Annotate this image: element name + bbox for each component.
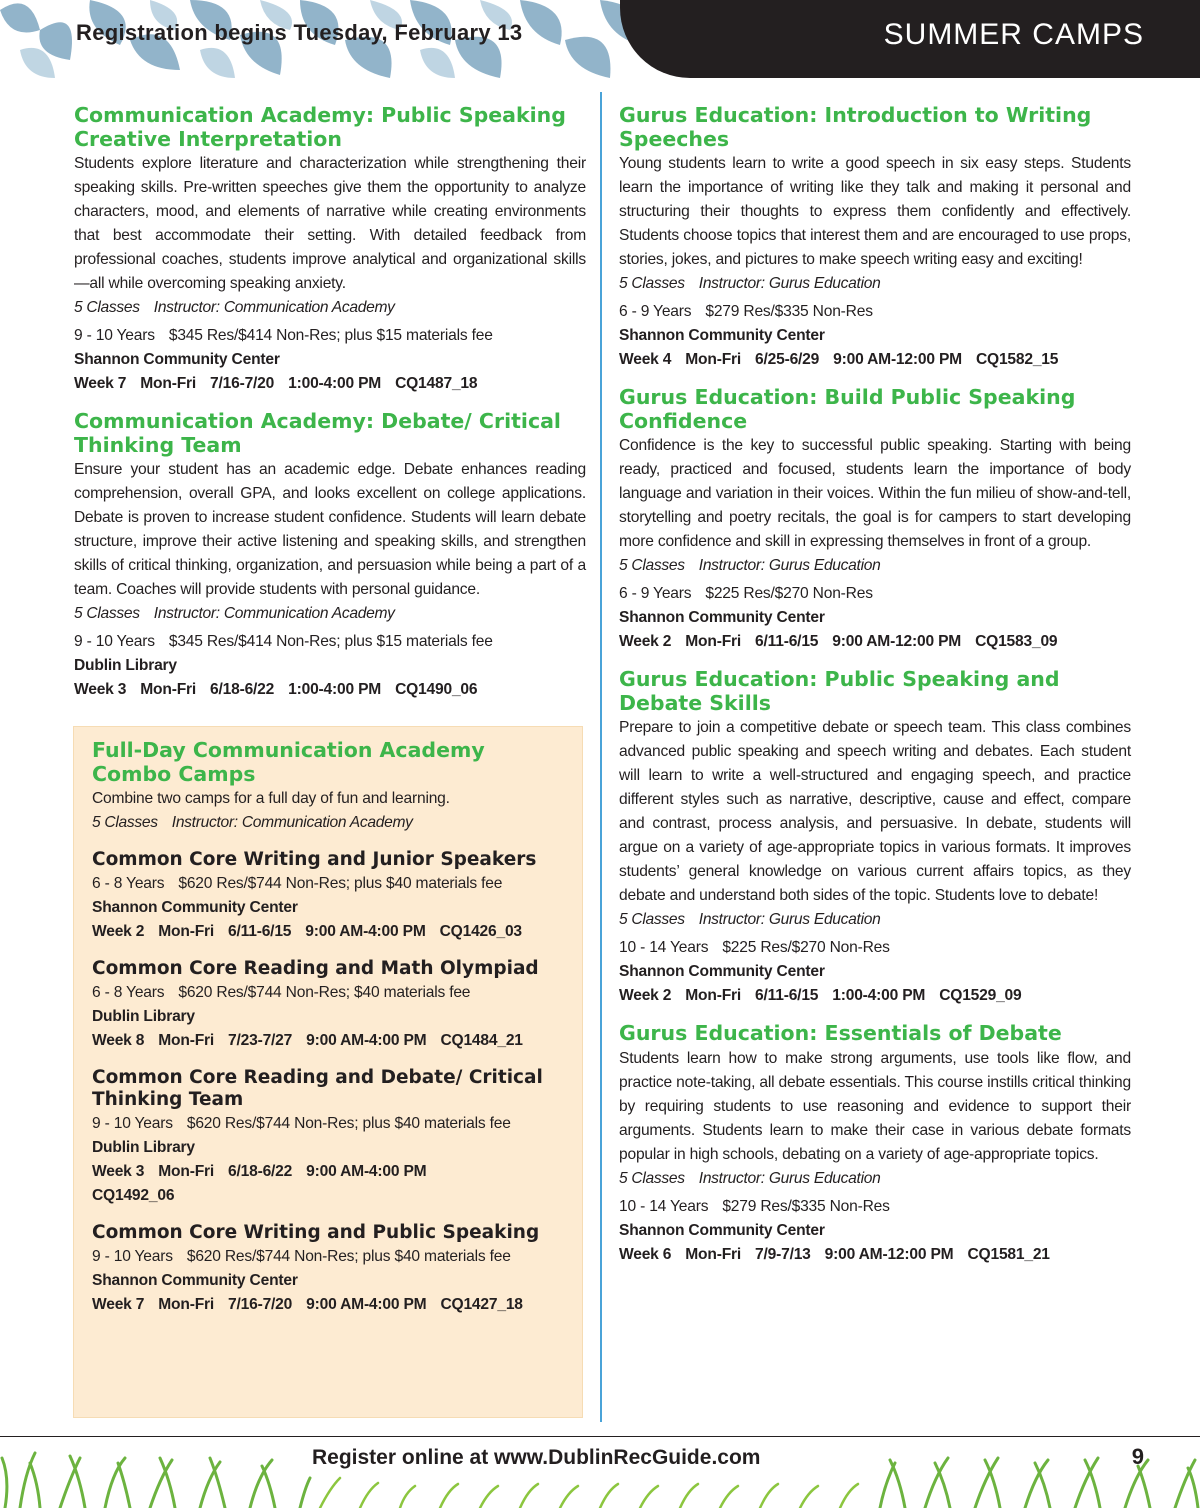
course-meta: [619, 272, 1131, 296]
course-listing: [619, 386, 1131, 654]
class-count: 5 Classes: [619, 275, 685, 292]
course-schedule: [619, 630, 1131, 654]
course-ages-price: [619, 300, 1131, 324]
course-description: Prepare to join a competitive debate or speech team. This class combines advanced public speaking and speech writing and debates. Each student will learn to write a well-structured and engaging speech, and practice different styles such as narrative, descriptive, cause and effect, compare and contrast, process analysis, and persuasive. In debate, students will argue on a variety of age-appropriate topics in various formats. It improves students’ general knowledge on various current affairs topics, as they debate and understand both sides of the topic. Students love to debate!: [619, 719, 1131, 904]
dates: 6/18-6/22: [228, 1163, 293, 1180]
combo-item-location: Dublin Library: [92, 1139, 195, 1156]
course-title: Gurus Education: Public Speaking and Debate Skills: [619, 667, 1060, 715]
course-code: CQ1487_18: [395, 375, 478, 392]
combo-item-location: Shannon Community Center: [92, 899, 298, 916]
course-ages-price: [74, 324, 586, 348]
instructor: Instructor: Communication Academy: [171, 814, 413, 831]
page-number: 9: [1131, 1444, 1144, 1469]
course-location: Shannon Community Center: [619, 963, 825, 980]
right-column: [619, 104, 1131, 1281]
course-schedule: [619, 348, 1131, 372]
price: $345 Res/$414 Non-Res; plus $15 materials fee: [168, 327, 493, 344]
footer-rule: [0, 1436, 1200, 1437]
time: 9:00 AM-12:00 PM: [833, 351, 962, 368]
combo-item-title: Common Core Reading and Debate/ Critical Thinking Team: [92, 1067, 543, 1110]
combo-title: Full-Day Communication Academy Combo Camps: [92, 738, 485, 786]
dates: 6/18-6/22: [210, 681, 275, 698]
time: 9:00 AM-4:00 PM: [306, 1163, 427, 1180]
dates: 7/16-7/20: [210, 375, 275, 392]
days: Mon-Fri: [158, 923, 215, 940]
course-meta: [619, 908, 1131, 932]
time: 1:00-4:00 PM: [288, 681, 382, 698]
course-schedule: [619, 1243, 1131, 1267]
left-column: [74, 104, 586, 716]
dates: 7/16-7/20: [228, 1296, 293, 1313]
week: Week 2: [619, 987, 672, 1004]
course-description: Students explore literature and characterization while strengthening their speaking skills. Pre-written speeches give them the opportunity to analyze characters, mood, and elements of narrative while creating environments that best accommodate their setting. With detailed feedback from professional coaches, students improve analytical and organizational skills—all while overcoming speaking anxiety.: [74, 155, 586, 292]
course-location: Shannon Community Center: [619, 327, 825, 344]
time: 1:00-4:00 PM: [288, 375, 382, 392]
course-schedule: [74, 372, 586, 396]
week: Week 2: [619, 633, 672, 650]
course-meta: [619, 1167, 1131, 1191]
instructor: Instructor: Gurus Education: [698, 557, 881, 574]
week: Week 3: [92, 1163, 145, 1180]
combo-item: [92, 1222, 564, 1317]
page-footer: [0, 1428, 1200, 1508]
instructor: Instructor: Gurus Education: [698, 1169, 881, 1187]
course-ages-price: [74, 630, 586, 654]
combo-item: [92, 1067, 564, 1208]
course-schedule: [74, 678, 586, 702]
combo-item-ages-price: [92, 981, 564, 1005]
age-range: 9 - 10 Years: [92, 1248, 173, 1265]
instructor: Instructor: Gurus Education: [698, 911, 881, 928]
price: $225 Res/$270 Non-Res: [722, 939, 890, 956]
time: 9:00 AM-12:00 PM: [824, 1245, 954, 1263]
course-title: Gurus Education: Introduction to Writing Speeches: [619, 103, 1092, 151]
dates: 6/11-6/15: [228, 923, 292, 940]
days: Mon-Fri: [685, 351, 742, 368]
combo-item-code: CQ1492_06: [92, 1187, 175, 1204]
price: $279 Res/$335 Non-Res: [722, 1197, 890, 1215]
course-location: Shannon Community Center: [74, 351, 280, 368]
dates: 7/9-7/13: [755, 1245, 811, 1263]
course-title: Communication Academy: Debate/ Critical Thinking Team: [74, 409, 561, 457]
week: Week 8: [92, 1032, 145, 1049]
time: 9:00 AM-4:00 PM: [306, 1296, 427, 1313]
course-location: Dublin Library: [74, 657, 177, 674]
price: $345 Res/$414 Non-Res; plus $15 materials fee: [168, 633, 493, 650]
combo-item-title: Common Core Writing and Public Speaking: [92, 1222, 540, 1243]
week: Week 6: [619, 1245, 672, 1263]
time: 9:00 AM-12:00 PM: [832, 633, 962, 650]
price: $225 Res/$270 Non-Res: [705, 585, 873, 602]
register-online-text: Register online at www.DublinRecGuide.com: [312, 1446, 761, 1469]
course-ages-price: [619, 1195, 1131, 1219]
instructor: Instructor: Communication Academy: [153, 299, 395, 316]
course-meta: [74, 602, 586, 626]
course-code: CQ1582_15: [975, 351, 1059, 368]
dates: 7/23-7/27: [228, 1032, 293, 1049]
dates: 6/11-6/15: [755, 633, 819, 650]
combo-item-schedule: [92, 920, 564, 944]
week: Week 4: [619, 351, 672, 368]
age-range: 10 - 14 Years: [619, 939, 709, 956]
week: Week 7: [92, 1296, 145, 1313]
age-range: 9 - 10 Years: [92, 1115, 173, 1132]
age-range: 6 - 8 Years: [92, 984, 165, 1001]
age-range: 6 - 8 Years: [92, 875, 165, 892]
combo-item: [92, 958, 564, 1053]
days: Mon-Fri: [158, 1163, 215, 1180]
combo-description: Combine two camps for a full day of fun and learning.: [92, 790, 450, 807]
week: Week 7: [74, 375, 127, 392]
course-code: CQ1583_09: [975, 633, 1058, 650]
instructor: Instructor: Communication Academy: [153, 605, 395, 622]
age-range: 9 - 10 Years: [74, 633, 155, 650]
class-count: 5 Classes: [619, 557, 685, 574]
time: 9:00 AM-4:00 PM: [305, 923, 426, 940]
course-title: Gurus Education: Essentials of Debate: [619, 1021, 1062, 1045]
course-listing: [74, 104, 586, 396]
price: $620 Res/$744 Non-Res; plus $40 materials fee: [186, 1115, 511, 1132]
age-range: 6 - 9 Years: [619, 303, 692, 320]
class-count: 5 Classes: [92, 814, 158, 831]
time: 9:00 AM-4:00 PM: [306, 1032, 427, 1049]
page-header: [0, 0, 1200, 78]
combo-meta: [92, 811, 564, 835]
combo-item-ages-price: [92, 1245, 564, 1269]
days: Mon-Fri: [158, 1032, 215, 1049]
course-title: Communication Academy: Public Speaking Creative Interpretation: [74, 103, 566, 151]
combo-camps-box: [73, 726, 583, 1418]
course-ages-price: [619, 936, 1131, 960]
combo-item-location: Dublin Library: [92, 1008, 195, 1025]
course-listing: [619, 1022, 1131, 1267]
age-range: 10 - 14 Years: [619, 1197, 709, 1215]
course-listing: [619, 668, 1131, 1008]
time: 1:00-4:00 PM: [832, 987, 926, 1004]
days: Mon-Fri: [140, 681, 197, 698]
course-code: CQ1427_18: [440, 1296, 523, 1313]
days: Mon-Fri: [685, 633, 742, 650]
class-count: 5 Classes: [619, 1169, 685, 1187]
combo-item-ages-price: [92, 1112, 564, 1136]
combo-item-schedule: [92, 1293, 564, 1317]
price: $620 Res/$744 Non-Res; plus $40 materials fee: [178, 875, 503, 892]
combo-item-schedule: [92, 1029, 564, 1053]
section-title: SUMMER CAMPS: [883, 18, 1144, 51]
combo-item-location: Shannon Community Center: [92, 1272, 298, 1289]
combo-item-title: Common Core Writing and Junior Speakers: [92, 849, 537, 870]
combo-item-ages-price: [92, 872, 564, 896]
combo-item-schedule: [92, 1160, 564, 1184]
course-description: Students learn how to make strong arguments, use tools like flow, and practice note-taking, all debate essentials. This course instills critical thinking by requiring students to use reasoning and evidence to support their arguments. Students learn to make their case in various debate formats popular in high schools, debating on a variety of age-appropriate topics.: [619, 1049, 1131, 1163]
price: $620 Res/$744 Non-Res; $40 materials fee: [178, 984, 471, 1001]
course-meta: [74, 296, 586, 320]
age-range: 9 - 10 Years: [74, 327, 155, 344]
week: Week 3: [74, 681, 127, 698]
course-code: CQ1529_09: [939, 987, 1022, 1004]
dates: 6/11-6/15: [755, 987, 819, 1004]
course-location: Shannon Community Center: [619, 1221, 825, 1239]
days: Mon-Fri: [158, 1296, 215, 1313]
registration-date-text: Registration begins Tuesday, February 13: [76, 20, 523, 45]
course-meta: [619, 554, 1131, 578]
days: Mon-Fri: [685, 987, 742, 1004]
days: Mon-Fri: [685, 1245, 742, 1263]
price: $279 Res/$335 Non-Res: [705, 303, 873, 320]
course-schedule: [619, 984, 1131, 1008]
course-code: CQ1490_06: [395, 681, 478, 698]
course-description: Confidence is the key to successful public speaking. Starting with being ready, practiced and focused, students learn the importance of body language and variation in their voices. Within the fun milieu of show-and-tell, storytelling and poetry recitals, the goal is for campers to start developing more confidence and skill in expressing themselves in front of a group.: [619, 437, 1131, 550]
class-count: 5 Classes: [619, 911, 685, 928]
course-location: Shannon Community Center: [619, 609, 825, 626]
combo-item: [92, 849, 564, 944]
course-code: CQ1484_21: [440, 1032, 523, 1049]
class-count: 5 Classes: [74, 299, 140, 316]
course-description: Ensure your student has an academic edge. Debate enhances reading comprehension, overall GPA, and looks excellent on college applications. Debate is proven to increase student confidence. Students will learn debate structure, improve their active listening and speaking skills, and strengthen skills of critical thinking, organization, and persuasion while being a part of a team. Coaches will provide students with personal guidance.: [74, 461, 586, 598]
course-code: CQ1581_21: [967, 1245, 1050, 1263]
course-title: Gurus Education: Build Public Speaking Confidence: [619, 385, 1076, 433]
course-code: CQ1426_03: [439, 923, 522, 940]
dates: 6/25-6/29: [755, 351, 820, 368]
age-range: 6 - 9 Years: [619, 585, 692, 602]
days: Mon-Fri: [140, 375, 197, 392]
course-description: Young students learn to write a good speech in six easy steps. Students learn the importance of writing like they talk and making it personal and structuring their thoughts to express them confidently and effectively. Students choose topics that interest them and are encouraged to use props, stories, jokes, and pictures to make speech writing easy and exciting!: [619, 155, 1131, 268]
column-divider: [600, 92, 602, 1422]
class-count: 5 Classes: [74, 605, 140, 622]
combo-item-title: Common Core Reading and Math Olympiad: [92, 958, 539, 979]
course-ages-price: [619, 582, 1131, 606]
week: Week 2: [92, 923, 145, 940]
instructor: Instructor: Gurus Education: [698, 275, 881, 292]
course-listing: [619, 104, 1131, 372]
price: $620 Res/$744 Non-Res; plus $40 materials fee: [186, 1248, 511, 1265]
course-listing: [74, 410, 586, 702]
